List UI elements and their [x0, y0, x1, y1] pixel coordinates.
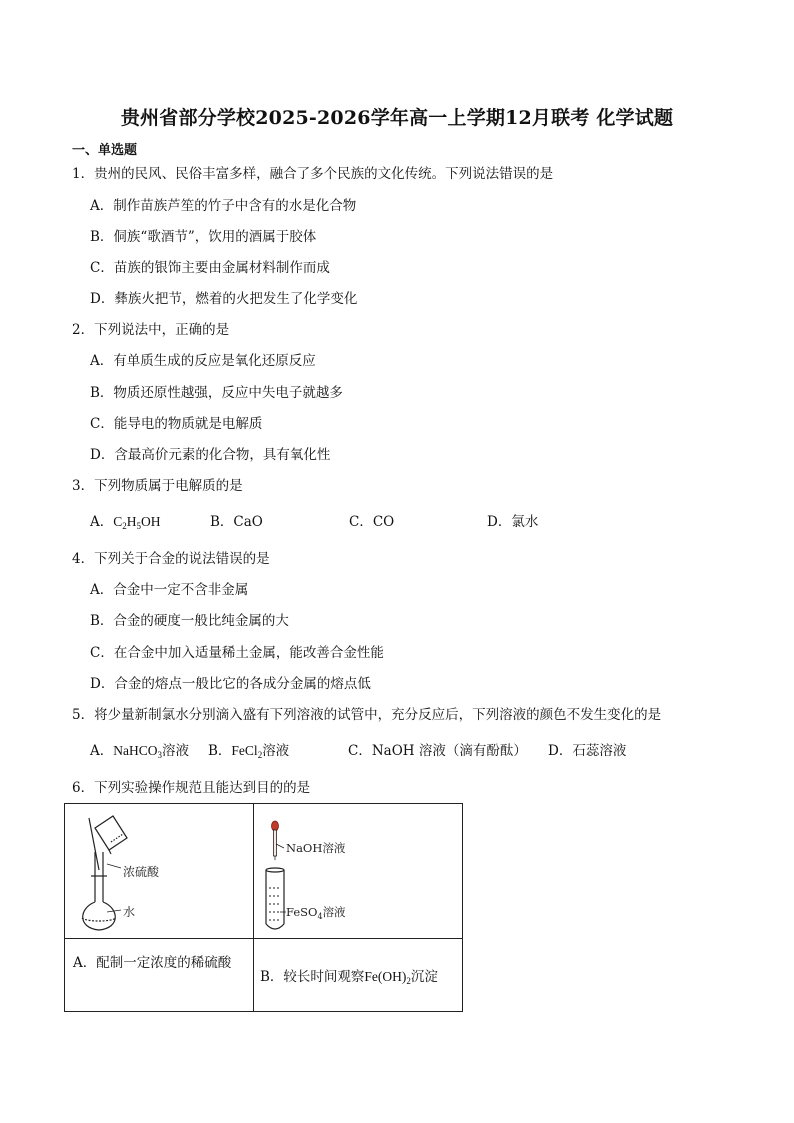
question-2-option-a[interactable]: A．有单质生成的反应是氧化还原反应 [90, 353, 316, 369]
question-5-stem: 5．将少量新制氯水分别滴入盛有下列溶液的试管中，充分反应后，下列溶液的颜色不发生变化的是 [72, 707, 662, 723]
question-4-option-d[interactable]: D．合金的熔点一般比它的各成分金属的熔点低 [90, 676, 371, 692]
label-naoh-solution: NaOH溶液 [286, 841, 346, 855]
question-4-option-b[interactable]: B．合金的硬度一般比纯金属的大 [90, 613, 289, 629]
question-2-option-c[interactable]: C．能导电的物质就是电解质 [90, 416, 263, 432]
question-5-option-c[interactable]: C．NaOH 溶液（滴有酚酞） [348, 743, 527, 759]
question-5-option-d[interactable]: D．石蕊溶液 [548, 743, 627, 759]
question-3-stem: 3．下列物质属于电解质的是 [72, 478, 243, 494]
question-3-option-d[interactable]: D．氯水 [487, 514, 539, 530]
label-feso4-solution: FeSO$_4$溶液 [286, 905, 346, 921]
label-water: 水 [123, 905, 136, 919]
experiment-table [64, 803, 463, 1012]
question-1-option-b[interactable]: B．侗族“歌酒节”，饮用的酒属于胶体 [90, 229, 317, 245]
label-concentrated-sulfuric-acid: 浓硫酸 [123, 865, 160, 879]
experiment-b-figure-cell [254, 804, 463, 939]
caption-a: A．配制一定浓度的稀硫酸 [73, 955, 232, 971]
experiment-b-caption-cell[interactable] [254, 939, 463, 1012]
experiment-a-caption-cell[interactable] [65, 939, 254, 1012]
solution-dashes [269, 888, 281, 920]
question-5-option-b[interactable]: B．FeCl$_2$溶液 [208, 743, 290, 760]
question-4-option-a[interactable]: A．合金中一定不含非金属 [90, 582, 249, 598]
question-2-stem: 2．下列说法中，正确的是 [72, 322, 230, 338]
beaker-illustration [95, 816, 127, 854]
experiment-a-figure-cell [65, 804, 254, 939]
question-3-option-c[interactable]: C．CO [349, 514, 395, 530]
question-1-stem: 1．贵州的民风、民俗丰富多样，融合了多个民族的文化传统。下列说法错误的是 [72, 166, 554, 182]
question-1-option-a[interactable]: A．制作苗族芦笙的竹子中含有的水是化合物 [90, 198, 357, 214]
caption-b: B．较长时间观察$Fe(OH)_2$沉淀 [260, 969, 438, 986]
question-1-option-d[interactable]: D．彝族火把节，燃着的火把发生了化学变化 [90, 291, 358, 307]
test-tube-figure [254, 804, 462, 938]
flask-illustration [82, 852, 116, 930]
question-2-option-b[interactable]: B．物质还原性越强，反应中失电子就越多 [90, 385, 343, 401]
question-4-stem: 4．下列关于合金的说法错误的是 [72, 551, 270, 567]
question-5-option-a[interactable]: A．NaHCO$_3$溶液 [90, 743, 189, 760]
page-title: 贵州省部分学校2025-2026学年高一上学期12月联考 化学试题 [120, 107, 674, 129]
question-4-option-c[interactable]: C．在合金中加入适量稀土金属，能改善合金性能 [90, 645, 384, 661]
question-3-option-b[interactable]: B．CaO [210, 514, 263, 530]
question-6-stem: 6．下列实验操作规范且能达到目的的是 [72, 780, 311, 796]
volumetric-flask-figure [65, 804, 253, 938]
question-1-option-c[interactable]: C．苗族的银饰主要由金属材料制作而成 [90, 260, 330, 276]
dropper-illustration [272, 821, 279, 860]
section-heading: 一、单选题 [72, 143, 138, 158]
question-3-option-a[interactable]: A．$C_2H_5OH$ [90, 514, 161, 531]
question-2-option-d[interactable]: D．含最高价元素的化合物，具有氧化性 [90, 447, 331, 463]
